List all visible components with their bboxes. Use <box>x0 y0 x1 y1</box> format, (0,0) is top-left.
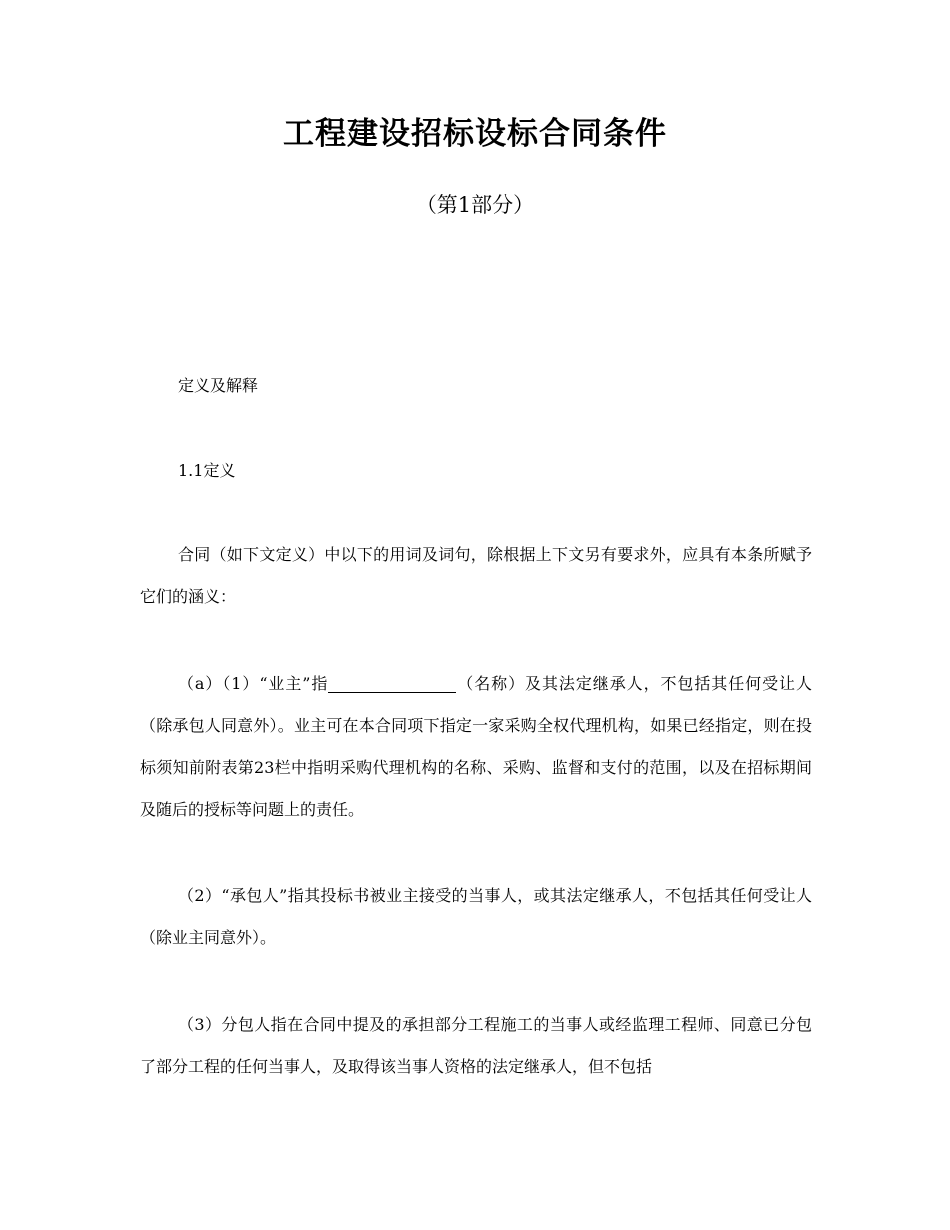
clause-a1-lead: （a）（1）“业主”指 <box>178 674 329 693</box>
paragraph-clause-a1 <box>140 663 812 831</box>
document-title: 工程建设招标设标合同条件 <box>283 116 667 152</box>
document-subtitle: （第1部分） <box>415 193 535 217</box>
paragraph-intro: 合同（如下文定义）中以下的用词及词句，除根据上下文另有要求外，应具有本条所赋予它们的涵义： <box>140 545 812 606</box>
clause-a1-rest: （名称）及其法定继承人，不包括其任何受让人（除承包人同意外）。业主可在本合同项下指定一家采购全权代理机构，如果已经指定，则在投标须知前附表第23栏中指明采购代理机构的名称、采购、监督和支付的范围，以及在招标期间及随后的授标等问题上的责任。 <box>140 674 812 819</box>
name-blank-line <box>328 674 456 693</box>
heading-1-1: 1.1定义 <box>178 461 236 480</box>
paragraph-clause-3: （3）分包人指在合同中提及的承担部分工程施工的当事人或经监理工程师、同意已分包了部分工程的任何当事人，及取得该当事人资格的法定继承人，但不包括 <box>140 1015 812 1076</box>
heading-definitions: 定义及解释 <box>178 376 259 395</box>
paragraph-clause-2: （2）“承包人”指其投标书被业主接受的当事人，或其法定继承人，不包括其任何受让人（除业主同意外）。 <box>140 886 812 947</box>
